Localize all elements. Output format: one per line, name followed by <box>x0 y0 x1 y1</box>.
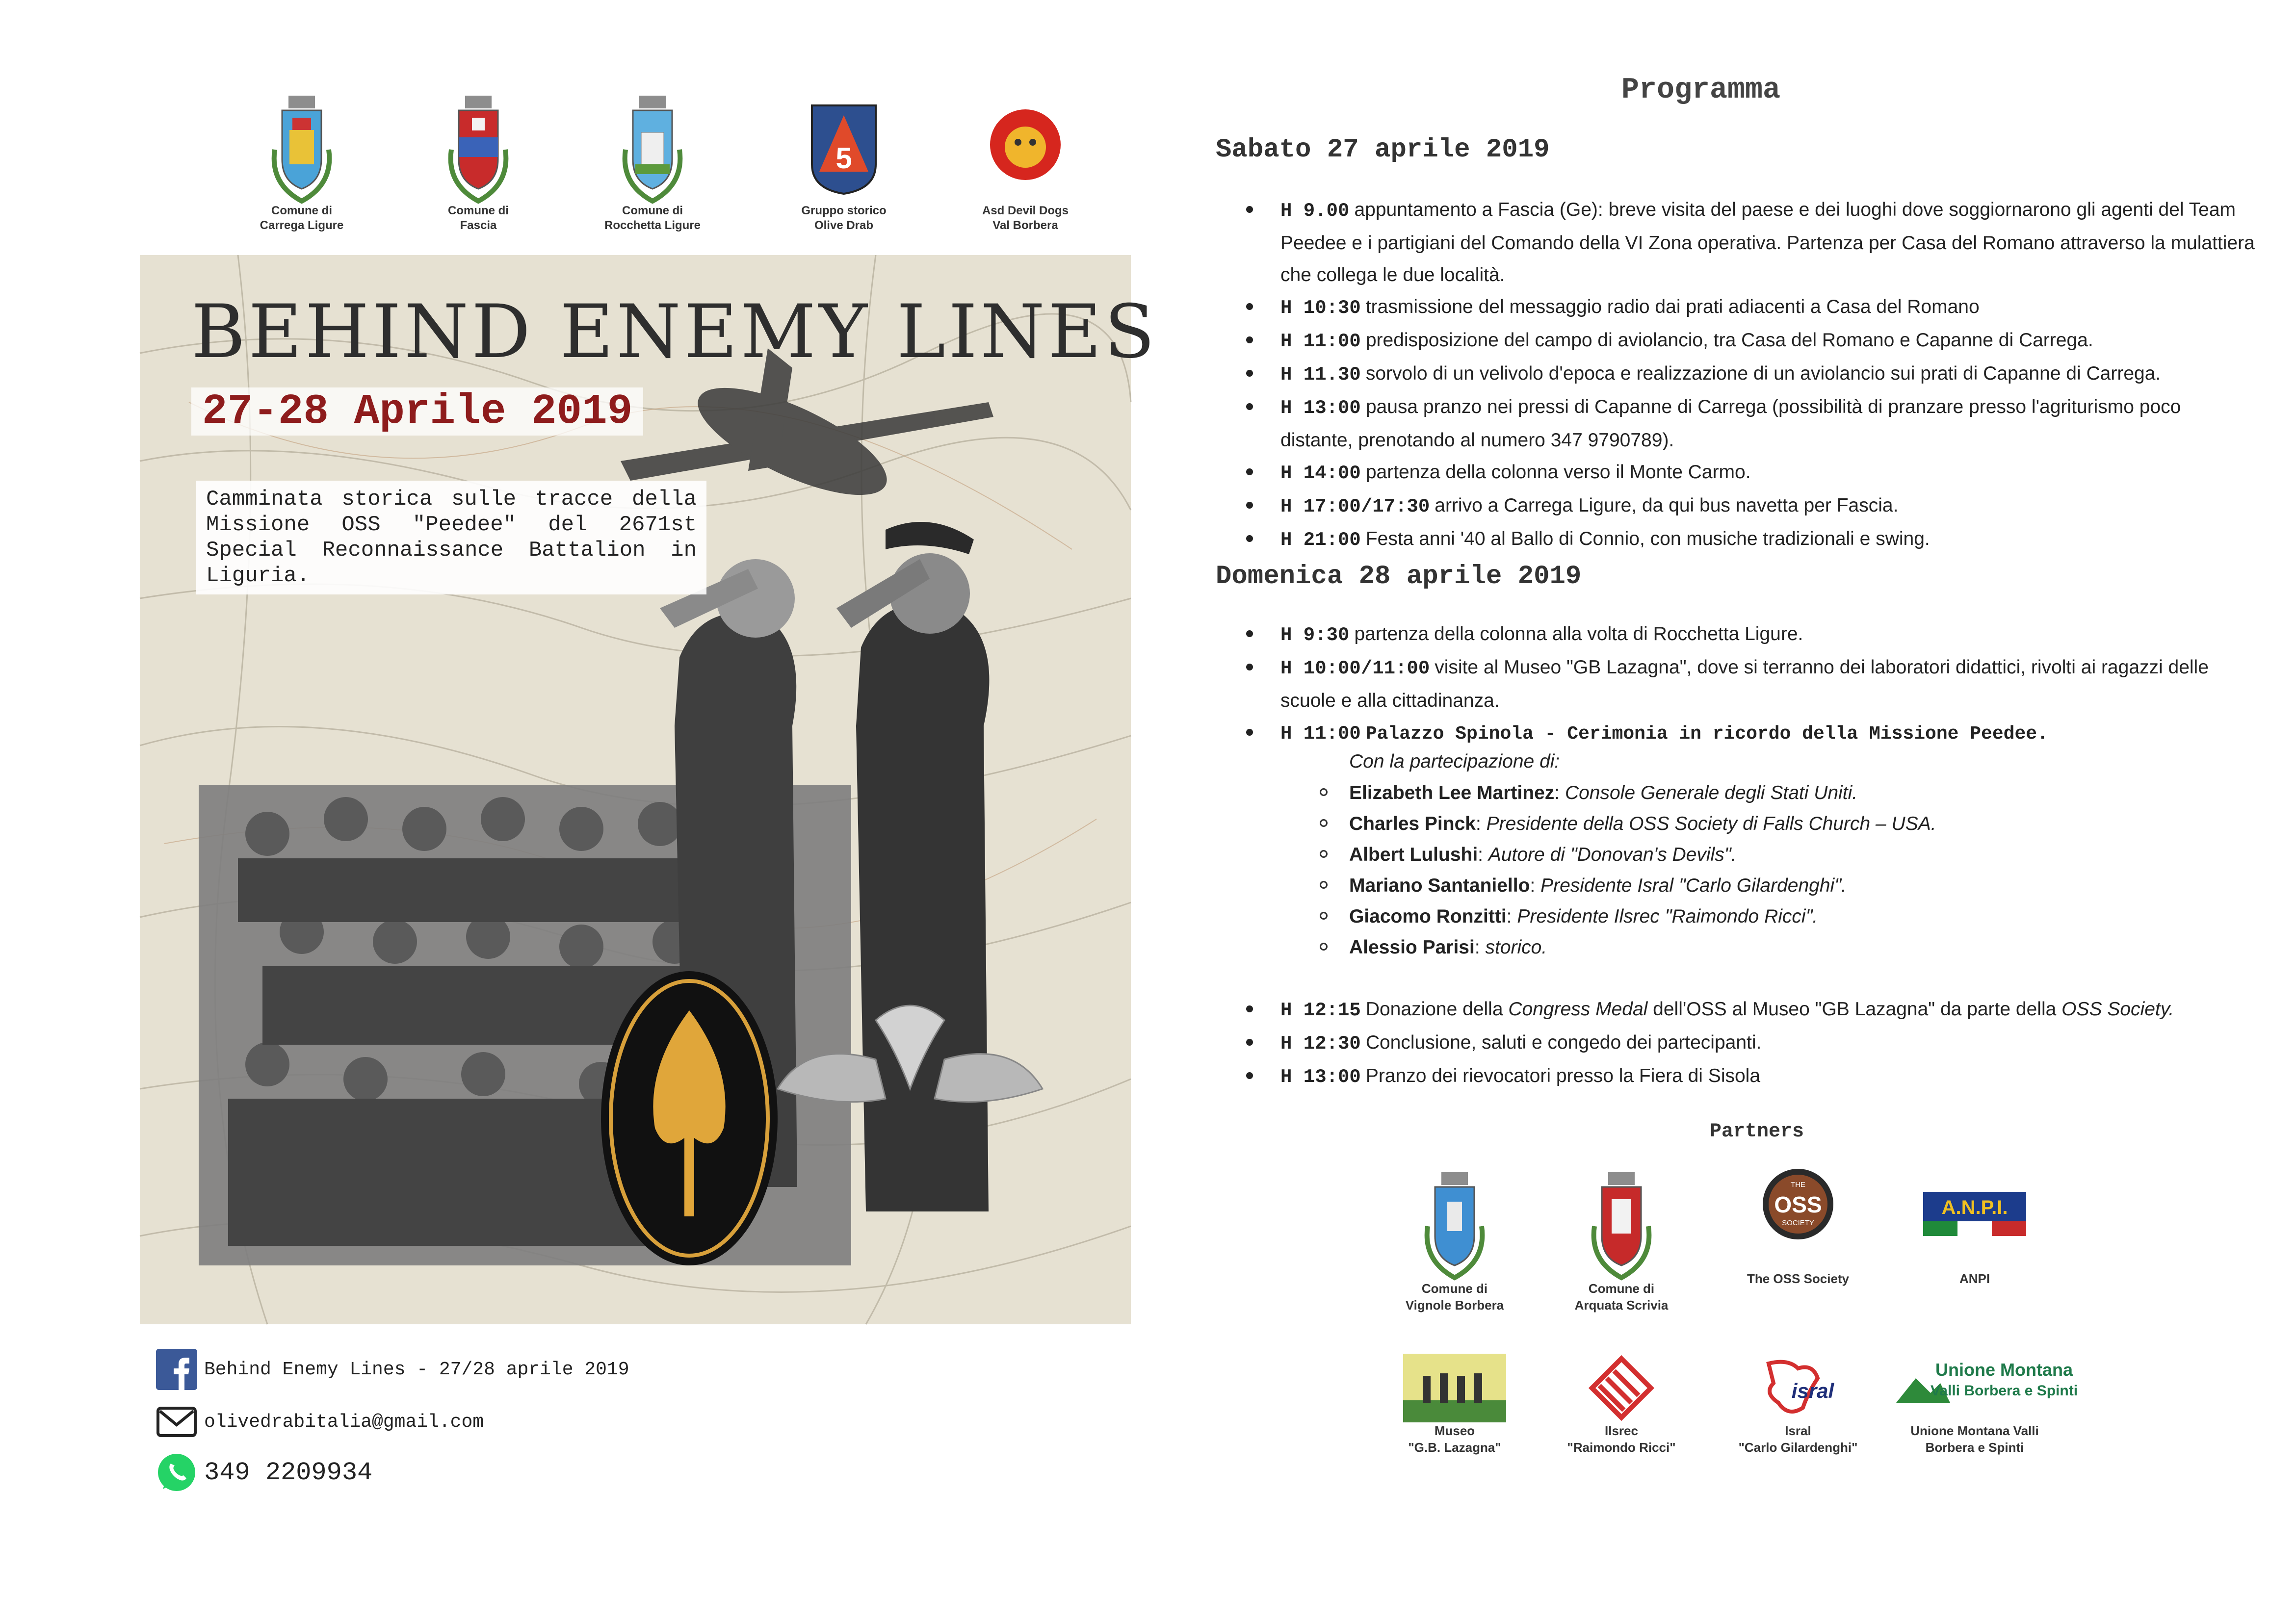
coat-of-arms-icon <box>437 91 520 204</box>
top-logos <box>221 91 1104 238</box>
isral-logo-icon <box>1759 1354 1837 1422</box>
schedule-time: H 10:00/11:00 <box>1280 658 1430 679</box>
partner-caption-line: Arquata Scrivia <box>1574 1298 1669 1313</box>
schedule-time: H 21:00 <box>1280 529 1361 551</box>
schedule-text: Donazione della <box>1365 999 1509 1020</box>
devil-dogs-logo-icon <box>984 91 1067 204</box>
unione-logo-text: Valli Borbera e Spinti <box>1930 1383 2078 1399</box>
facebook-contact[interactable] <box>156 1349 629 1390</box>
guest-item: Charles Pinck: Presidente della OSS Society di Falls Church – USA. <box>1246 808 1936 839</box>
schedule-time: H 11.30 <box>1280 364 1361 386</box>
schedule-text: partenza della colonna verso il Monte Carmo. <box>1365 462 1751 483</box>
partner-caption-line: ANPI <box>1959 1271 1990 1286</box>
guest-item: Alessio Parisi: storico. <box>1246 932 1936 963</box>
partners-title: Partners <box>1710 1121 1804 1143</box>
logo-fascia <box>415 91 542 233</box>
partner-museo-lazagna <box>1371 1354 1538 1456</box>
anpi-logo-icon <box>1921 1167 2029 1270</box>
partner-caption-line: Ilsrec <box>1605 1423 1638 1438</box>
anpi-logo-text: A.N.P.I. <box>1941 1197 2008 1218</box>
schedule-emphasis: Congress Medal <box>1508 999 1648 1020</box>
guest-name: Albert Lulushi <box>1349 844 1478 865</box>
schedule-time: H 10:30 <box>1280 297 1361 319</box>
programme-title: Programma <box>1621 74 1781 107</box>
schedule-text: visite al Museo "GB Lazagna", dove si terranno dei laboratori didattici, rivolti ai ragazzi delle scuole e alla cittadinanza. <box>1280 657 2209 711</box>
oss-logo-text: OSS <box>1774 1192 1822 1217</box>
guest-role: storico. <box>1485 937 1547 958</box>
schedule-item <box>1246 391 2257 456</box>
guest-name: Alessio Parisi <box>1349 937 1475 958</box>
envelope-icon <box>156 1401 197 1442</box>
partner-anpi <box>1891 1167 2058 1287</box>
logo-caption-line: Olive Drab <box>814 219 874 232</box>
schedule-item <box>1246 489 2257 523</box>
schedule-time: H 11:00 <box>1280 331 1361 352</box>
logo-caption-line: Fascia <box>460 219 497 232</box>
logo-devil-dogs <box>962 91 1089 233</box>
partner-oss-society <box>1715 1167 1881 1287</box>
poster-dates: 27-28 Aprile 2019 <box>191 387 643 436</box>
sunday-schedule-continued <box>1246 993 2257 1093</box>
logo-caption-line: Comune di <box>271 204 332 217</box>
guest-role: Presidente della OSS Society di Falls Church – USA. <box>1486 813 1936 834</box>
partner-vignole-borbera <box>1371 1167 1538 1313</box>
coat-of-arms-icon <box>1413 1167 1496 1280</box>
partner-caption-line: Museo <box>1434 1423 1475 1438</box>
schedule-item <box>1246 993 2257 1027</box>
schedule-text: arrivo a Carrega Ligure, da qui bus navetta per Fascia. <box>1435 495 1899 516</box>
guest-name: Giacomo Ronzitti <box>1349 906 1507 927</box>
schedule-item <box>1246 717 2257 750</box>
logo-caption-line: Comune di <box>448 204 509 217</box>
schedule-text: predisposizione del campo di aviolancio, tra Casa del Romano e Capanne di Carrega. <box>1365 330 2093 351</box>
schedule-item <box>1246 618 2257 651</box>
unione-logo-text: Unione Montana <box>1935 1360 2073 1380</box>
schedule-text: Conclusione, saluti e congedo dei partecipanti. <box>1365 1032 1762 1053</box>
event-poster <box>140 255 1158 1324</box>
partner-isral <box>1715 1354 1881 1456</box>
saturday-schedule <box>1246 194 2257 556</box>
partner-arquata-scrivia <box>1538 1167 1705 1313</box>
oss-logo-text: SOCIETY <box>1782 1219 1814 1227</box>
schedule-text: trasmissione del messaggio radio dai prati adiacenti a Casa del Romano <box>1365 296 1980 317</box>
logo-caption-line: Comune di <box>622 204 683 217</box>
schedule-time: H 12:15 <box>1280 1000 1361 1021</box>
ilsrec-logo-icon <box>1587 1354 1656 1422</box>
guest-list <box>1246 777 1936 963</box>
schedule-emphasis: OSS Society. <box>2061 999 2174 1020</box>
facebook-page-name: Behind Enemy Lines - 27/28 aprile 2019 <box>204 1359 629 1380</box>
partner-caption-line: Comune di <box>1421 1281 1488 1296</box>
guest-item: Albert Lulushi: Autore di "Donovan's Devils". <box>1246 839 1936 870</box>
schedule-item <box>1246 1027 2257 1060</box>
museum-logo-icon <box>1403 1354 1506 1422</box>
partner-ilsrec <box>1538 1354 1705 1456</box>
logo-olive-drab <box>780 91 908 233</box>
oss-spearhead-patch <box>601 971 778 1265</box>
coat-of-arms-icon <box>260 91 343 204</box>
phone-contact[interactable] <box>156 1452 372 1493</box>
logo-caption-line: Rocchetta Ligure <box>604 219 701 232</box>
logo-rocchetta-ligure <box>589 91 716 233</box>
schedule-text: pausa pranzo nei pressi di Capanne di Carrega (possibilità di pranzare presso l'agriturismo poco distante, prenotando al numero 347 9790789). <box>1280 396 2181 451</box>
schedule-item <box>1246 194 2257 291</box>
schedule-item <box>1246 358 2257 391</box>
saturday-heading: Sabato 27 aprile 2019 <box>1216 135 1550 165</box>
sunday-heading: Domenica 28 aprile 2019 <box>1216 562 1582 592</box>
partner-unione-montana <box>1891 1354 2078 1456</box>
partner-caption-line: Vignole Borbera <box>1405 1298 1504 1313</box>
participation-intro: Con la partecipazione di: <box>1349 751 1560 772</box>
schedule-time: H 14:00 <box>1280 463 1361 484</box>
logo-caption-line: Val Borbera <box>992 219 1058 232</box>
guest-item: Giacomo Ronzitti: Presidente Ilsrec "Raimondo Ricci". <box>1246 901 1936 932</box>
coat-of-arms-icon <box>1580 1167 1663 1280</box>
partner-caption-line: "Carlo Gilardenghi" <box>1738 1440 1858 1455</box>
logo-carrega-ligure <box>238 91 365 233</box>
schedule-time: H 9:30 <box>1280 624 1350 646</box>
schedule-text: appuntamento a Fascia (Ge): breve visita del paese e dei luoghi dove soggiornarono gli agenti del Team Peedee e i partigiani del Comando della VI Zona operativa. Partenza per Casa del Romano attraverso la mulattiera che collega le due località. <box>1280 199 2255 285</box>
schedule-time: H 9.00 <box>1280 200 1350 222</box>
poster-title: BEHIND ENEMY LINES <box>191 289 1158 375</box>
partner-caption-line: "G.B. Lazagna" <box>1408 1440 1501 1455</box>
guest-role: Console Generale degli Stati Uniti. <box>1565 782 1858 803</box>
schedule-time: H 12:30 <box>1280 1033 1361 1055</box>
schedule-item <box>1246 456 2257 489</box>
schedule-time: H 11:00 <box>1280 723 1361 745</box>
oss-society-logo-icon <box>1756 1167 1840 1270</box>
poster-subtitle: Camminata storica sulle tracce della Missione OSS "Peedee" del 2671st Special Reconnaissance Battalion in Liguria. <box>196 481 706 594</box>
guest-name: Elizabeth Lee Martinez <box>1349 782 1555 803</box>
guest-name: Charles Pinck <box>1349 813 1476 834</box>
fifth-army-patch-icon <box>802 91 886 204</box>
schedule-text: sorvolo di un velivolo d'epoca e realizzazione di un aviolancio sui prati di Capanne di Carrega. <box>1365 363 2161 384</box>
guest-name: Mariano Santaniello <box>1349 875 1530 896</box>
partner-caption-line: "Raimondo Ricci" <box>1567 1440 1676 1455</box>
schedule-time: H 13:00 <box>1280 397 1361 419</box>
partner-caption-line: The OSS Society <box>1747 1271 1850 1286</box>
facebook-icon <box>156 1349 197 1390</box>
schedule-item <box>1246 523 2257 556</box>
partner-caption-line: Unione Montana Valli <box>1910 1423 2039 1438</box>
schedule-text: Festa anni '40 al Ballo di Connio, con musiche tradizionali e swing. <box>1365 528 1930 549</box>
phone-number: 349 2209934 <box>204 1458 373 1487</box>
schedule-text: dell'OSS al Museo "GB Lazagna" da parte della <box>1647 999 2062 1020</box>
oss-logo-text: THE <box>1791 1181 1805 1189</box>
schedule-text: Pranzo dei rievocatori presso la Fiera di Sisola <box>1365 1065 1761 1086</box>
guest-role: Presidente Ilsrec "Raimondo Ricci". <box>1517 906 1818 927</box>
guest-item: Mariano Santaniello: Presidente Isral "Carlo Gilardenghi". <box>1246 870 1936 901</box>
guest-role: Autore di "Donovan's Devils". <box>1488 844 1737 865</box>
svg-text:5: 5 <box>835 142 852 175</box>
partner-caption-line: Borbera e Spinti <box>1925 1440 2024 1455</box>
guest-role: Presidente Isral "Carlo Gilardenghi". <box>1540 875 1847 896</box>
logo-caption-line: Gruppo storico <box>801 204 887 217</box>
schedule-item <box>1246 324 2257 358</box>
schedule-item <box>1246 651 2257 717</box>
coat-of-arms-icon <box>611 91 694 204</box>
schedule-item <box>1246 1060 2257 1093</box>
schedule-text: Palazzo Spinola - Cerimonia in ricordo della Missione Peedee. <box>1365 723 2048 745</box>
partner-caption-line: Comune di <box>1588 1281 1655 1296</box>
schedule-item <box>1246 291 2257 324</box>
guest-item: Elizabeth Lee Martinez: Console Generale degli Stati Uniti. <box>1246 777 1936 808</box>
whatsapp-icon <box>156 1452 197 1493</box>
logo-caption-line: Asd Devil Dogs <box>982 204 1069 217</box>
sunday-schedule <box>1246 618 2257 750</box>
partner-caption-line: Isral <box>1785 1423 1811 1438</box>
logo-caption-line: Carrega Ligure <box>260 219 344 232</box>
schedule-time: H 13:00 <box>1280 1066 1361 1088</box>
schedule-time: H 17:00/17:30 <box>1280 496 1430 517</box>
isral-logo-text: isral <box>1791 1379 1834 1402</box>
schedule-text: partenza della colonna alla volta di Rocchetta Ligure. <box>1354 623 1803 644</box>
email-contact[interactable] <box>156 1401 484 1442</box>
unione-montana-logo-icon <box>1891 1354 2078 1422</box>
email-address: olivedrabitalia@gmail.com <box>204 1411 484 1433</box>
